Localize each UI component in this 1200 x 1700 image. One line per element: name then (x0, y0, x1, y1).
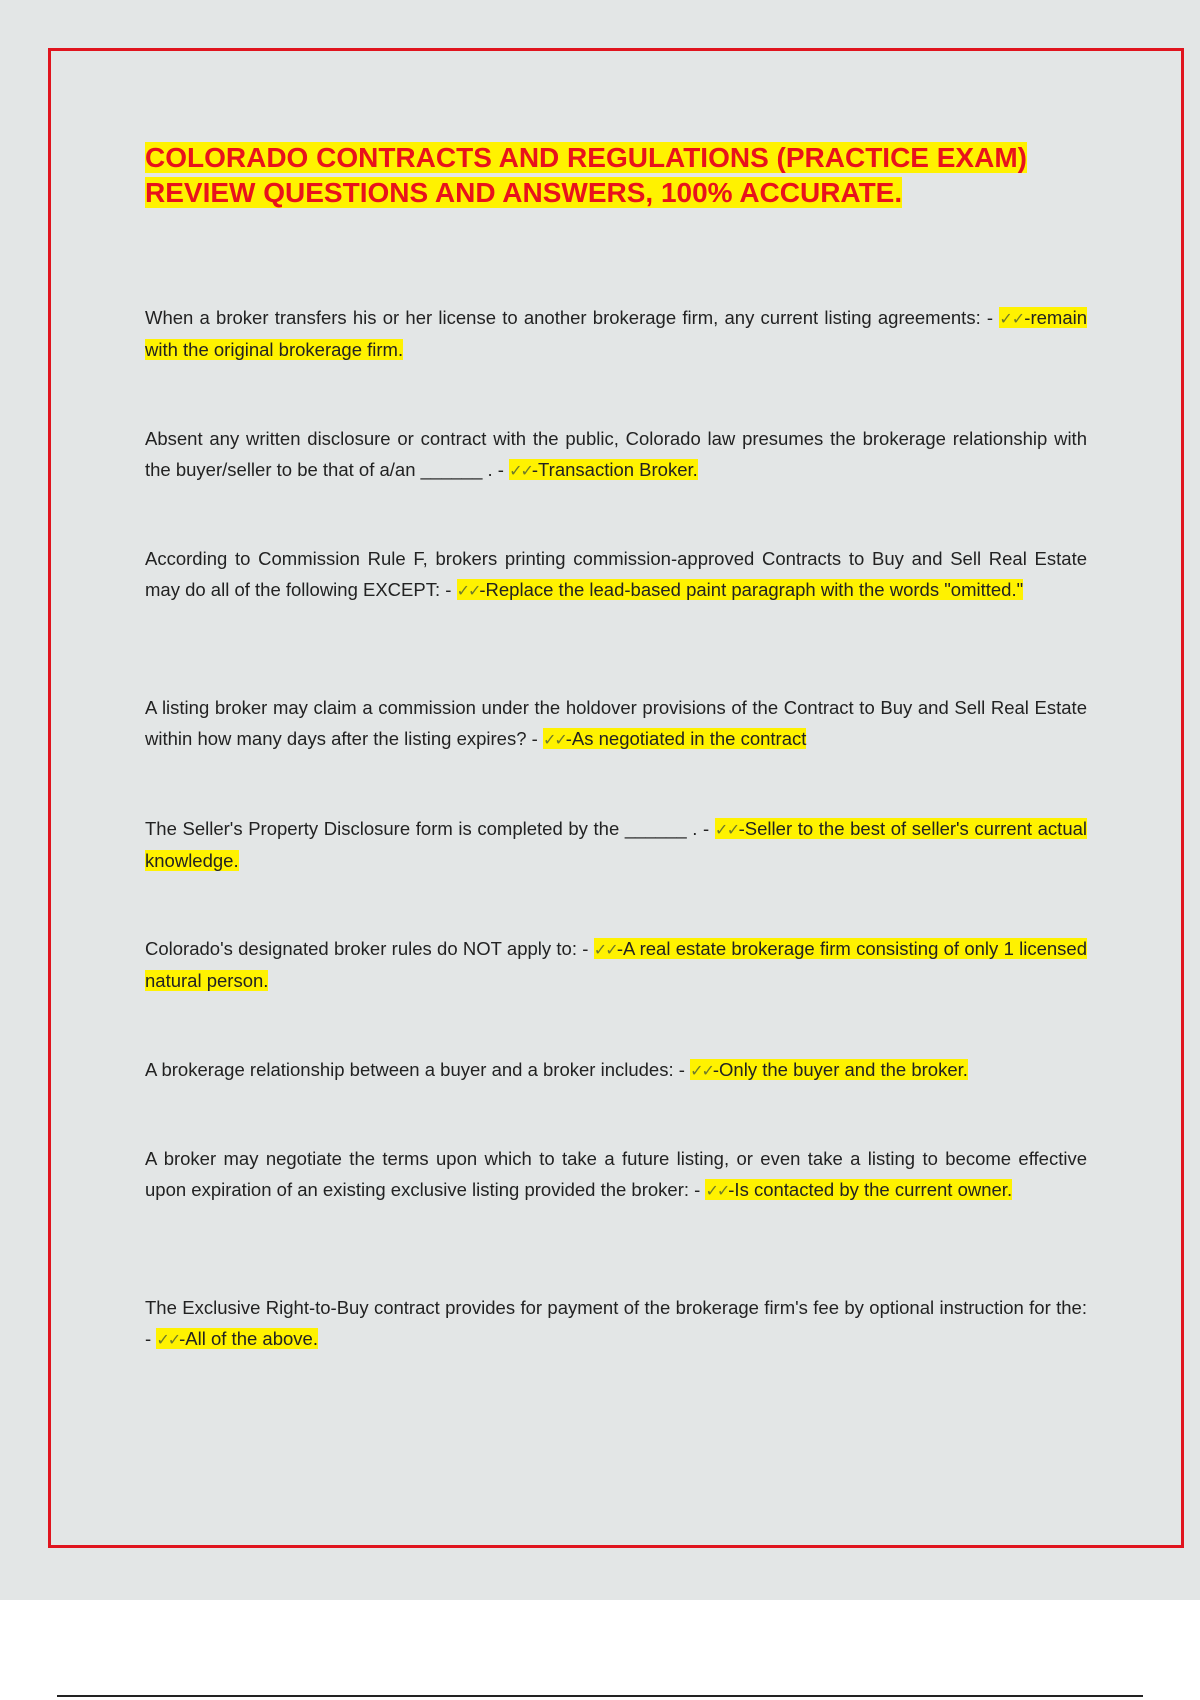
answer-text: -All of the above. (179, 1328, 318, 1349)
double-check-icon: ✓✓ (999, 309, 1025, 328)
question-text: The Exclusive Right-to-Buy contract provides for payment of the brokerage firm's fee by optional instruction for the: - (145, 1297, 1087, 1349)
answer-highlight (543, 728, 806, 749)
question-text: According to Commission Rule F, brokers printing commission-approved Contracts to Buy and Sell Real Estate may do all of the following EXCEPT: - (145, 548, 1087, 600)
qa-item (145, 1292, 1087, 1355)
double-check-icon: ✓✓ (714, 820, 739, 839)
qa-item (145, 543, 1087, 606)
answer-text: -Seller to the best of seller's current actual knowledge. (145, 818, 1088, 871)
double-check-icon: ✓✓ (593, 940, 617, 959)
qa-item (145, 1143, 1087, 1206)
qa-item (145, 692, 1087, 755)
answer-highlight (156, 1328, 318, 1349)
answer-highlight (690, 1059, 968, 1080)
question-text: When a broker transfers his or her license to another brokerage firm, any current listing agreements: - (145, 307, 1000, 328)
question-text: Colorado's designated broker rules do NOT apply to: - (145, 938, 594, 959)
answer-text: -A real estate brokerage firm consisting of only 1 licensed natural person. (145, 938, 1088, 991)
double-check-icon: ✓✓ (509, 461, 532, 480)
question-text: The Seller's Property Disclosure form is completed by the ______ . - (145, 818, 715, 839)
answer-text: -As negotiated in the contract (565, 728, 807, 749)
question-text: A listing broker may claim a commission under the holdover provisions of the Contract to Buy and Sell Real Estate within how many days after the listing expires? - (145, 697, 1087, 749)
answer-text: -Is contacted by the current owner. (728, 1179, 1013, 1200)
qa-item (145, 423, 1087, 486)
document-title (145, 140, 1090, 210)
answer-text: -Transaction Broker. (531, 459, 698, 480)
question-text: A broker may negotiate the terms upon which to take a future listing, or even take a listing to become effective upon expiration of an existing exclusive listing provided the broker: - (145, 1148, 1087, 1200)
answer-highlight (705, 1179, 1012, 1200)
answer-highlight (457, 579, 1024, 600)
double-check-icon: ✓✓ (156, 1330, 180, 1349)
answer-text: -Replace the lead-based paint paragraph with the words "omitted." (479, 579, 1024, 600)
answer-text: -Only the buyer and the broker. (712, 1059, 968, 1080)
double-check-icon: ✓✓ (542, 730, 566, 749)
question-text: A brokerage relationship between a buyer and a broker includes: - (145, 1059, 691, 1080)
double-check-icon: ✓✓ (705, 1181, 729, 1200)
question-text: Absent any written disclosure or contract with the public, Colorado law presumes the brokerage relationship with the buyer/seller to be that of a/an ______ . - (145, 428, 1087, 480)
qa-item (145, 813, 1087, 876)
footer-divider (57, 1695, 1143, 1697)
answer-text: -remain with the original brokerage firm. (145, 307, 1088, 360)
title-line-1: COLORADO CONTRACTS AND REGULATIONS (PRACTICE EXAM) (145, 142, 1027, 173)
double-check-icon: ✓✓ (690, 1061, 713, 1080)
answer-highlight (509, 459, 698, 480)
double-check-icon: ✓✓ (456, 581, 480, 600)
qa-item (145, 933, 1087, 996)
qa-item (145, 302, 1087, 365)
title-line-2: REVIEW QUESTIONS AND ANSWERS, 100% ACCURATE. (145, 177, 903, 208)
qa-item (145, 1054, 1087, 1086)
